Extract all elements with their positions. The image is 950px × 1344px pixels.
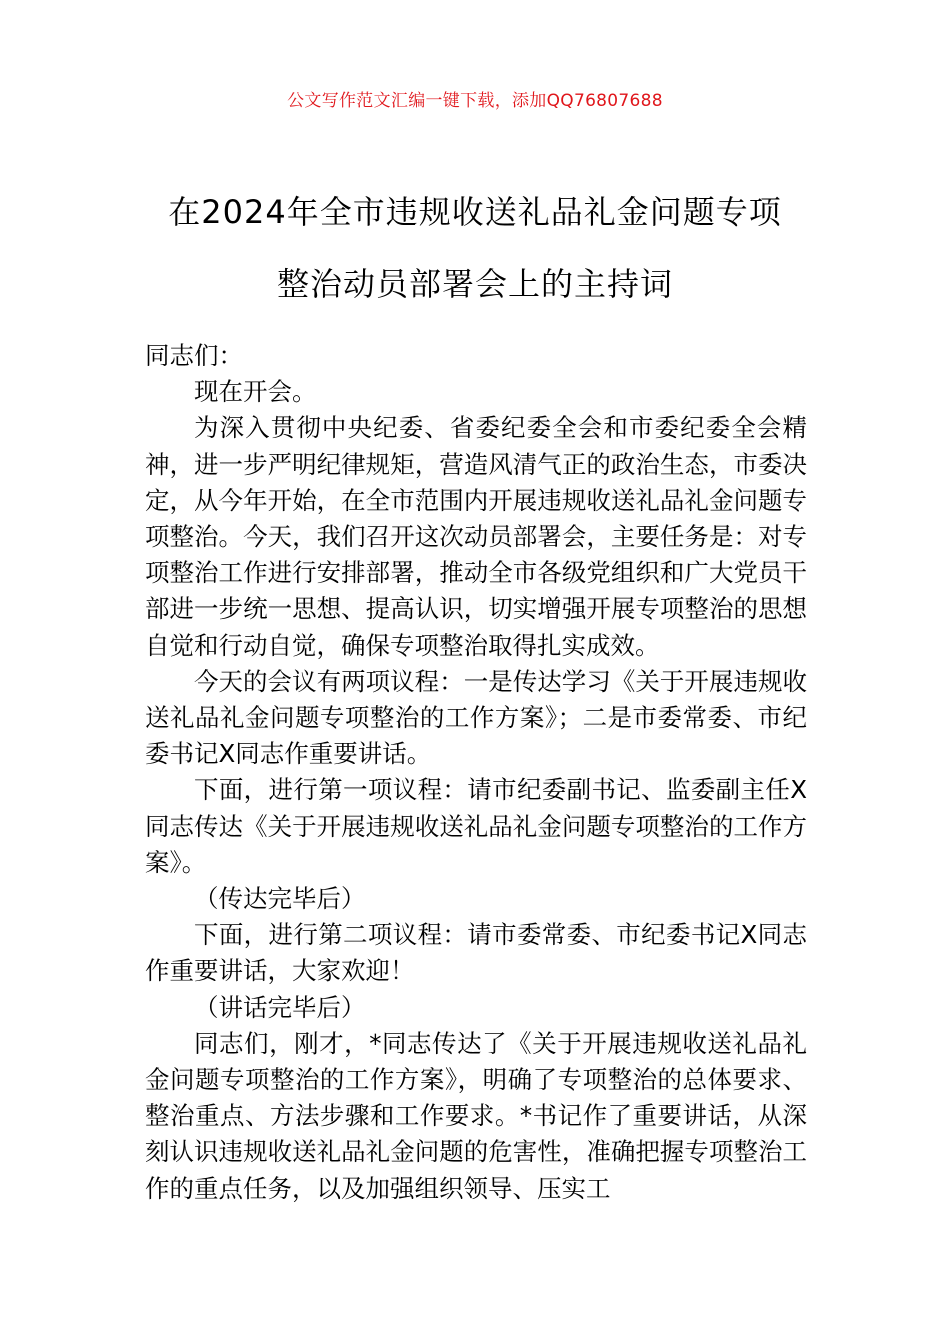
paragraph-agenda: 今天的会议有两项议程：一是传达学习《关于开展违规收送礼品礼金问题专项整治的工作方案》；二是市委常委、市纪委书记X同志作重要讲话。 [145,666,807,769]
paragraph-after-transmit: （传达完毕后） [194,884,366,914]
header-download-note: 公文写作范文汇编一键下载，添加QQ76807688 [287,91,663,111]
document-body [145,338,807,1207]
paragraph-first-item: 下面，进行第一项议程：请市纪委副书记、监委副主任X同志传达《关于开展违规收送礼品礼金问题专项整治的工作方案》。 [145,775,807,877]
paragraph-open-meeting: 现在开会。 [194,377,317,407]
title-line-2: 整治动员部署会上的主持词 [276,265,673,303]
paragraph-summary: 同志们，刚才，*同志传达了《关于开展违规收送礼品礼金问题专项整治的工作方案》，明确了专项整治的总体要求、整治重点、方法步骤和工作要求。*书记作了重要讲话，从深刻认识违规收送礼品礼金问题的危害性，准确把握专项整治工作的重点任务，以及加强组织领导、压实工 [145,1028,807,1203]
title-line-1: 在2024年全市违规收送礼品礼金问题专项 [168,193,782,231]
salutation: 同志们： [145,341,243,370]
document-title [60,176,890,320]
paragraph-purpose: 为深入贯彻中央纪委、省委纪委全会和市委纪委全会精神，进一步严明纪律规矩，营造风清气正的政治生态，市委决定，从今年开始，在全市范围内开展违规收送礼品礼金问题专项整治。今天，我们召开这次动员部署会，主要任务是：对专项整治工作进行安排部署，推动全市各级党组织和广大党员干部进一步统一思想、提高认识，切实增强开展专项整治的思想自觉和行动自觉，确保专项整治取得扎实成效。 [145,413,807,660]
paragraph-second-item: 下面，进行第二项议程：请市委常委、市纪委书记X同志作重要讲话，大家欢迎！ [145,920,807,986]
paragraph-after-speech: （讲话完毕后） [194,992,366,1022]
